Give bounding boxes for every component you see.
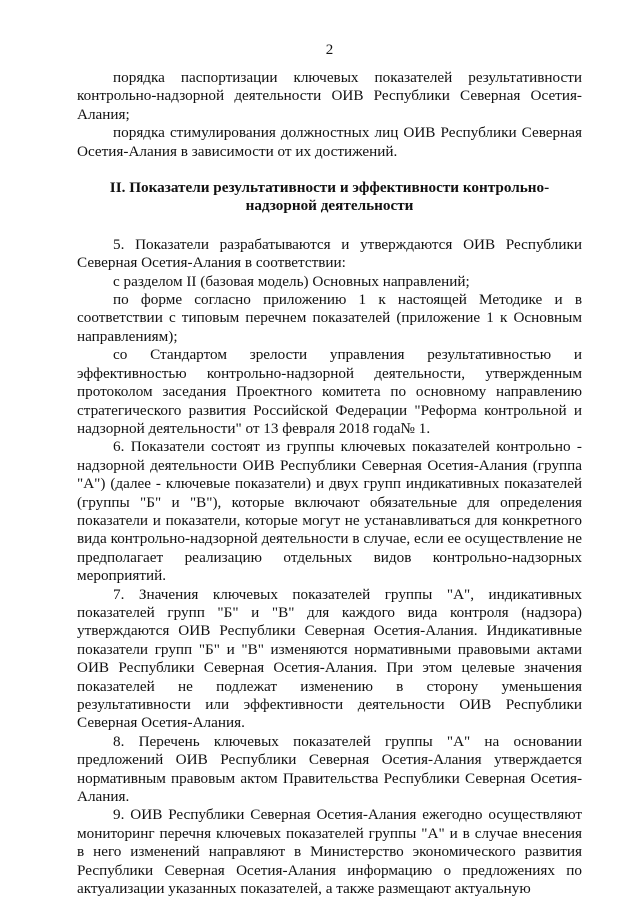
document-body [77, 69, 582, 898]
paragraph: 8. Перечень ключевых показателей группы "А" на основании предложений ОИВ Республики Северная Осетия-Алания утверждается нормативным правовым актом Правительства Республики Северная Осетия-Алания. [77, 732, 582, 806]
paragraph: 7. Значения ключевых показателей группы "А", индикативных показателей групп "Б" и "В" для каждого вида контроля (надзора) утверждаются ОИВ Республики Северная Осетия-Алания. Индикативные показатели групп "Б" и "В" изменяются нормативными правовыми актами ОИВ Республики Северная Осетия-Алания. При этом целевые значения показателей не подлежат изменению в сторону уменьшения результативности или эффективности деятельности ОИВ Республики Северная Осетия-Алания. [77, 585, 582, 732]
paragraph: 5. Показатели разрабатываются и утверждаются ОИВ Республики Северная Осетия-Алания в соответствии: [77, 235, 582, 272]
paragraph: со Стандартом зрелости управления результативностью и эффективностью контрольно-надзорной деятельности, утвержденным протоколом заседания Проектного комитета по основному направлению стратегического развития Российской Федерации "Реформа контрольной и надзорной деятельности" от 13 февраля 2018 года№ 1. [77, 346, 582, 437]
paragraph: порядка стимулирования должностных лиц ОИВ Республики Северная Осетия-Алания в зависимости от их достижений. [77, 124, 582, 160]
page-number: 2 [325, 42, 334, 58]
section-heading: II. Показатели результативности и эффективности контрольно-надзорной деятельности [109, 179, 550, 215]
paragraph: 6. Показатели состоят из группы ключевых показателей контрольно - надзорной деятельности ОИВ Республики Северная Осетия-Алания (группа "А") (далее - ключевые показатели) и двух групп индикативных показателей (группы "Б" и "В"), которые включают обязательные для определения показатели и показатели, которые могут не устанавливаться для конкретного вида контрольно-надзорной деятельности в случае, если ее осуществление не предполагает реализацию отдельных видов контрольно-надзорных мероприятий. [77, 438, 582, 585]
paragraph: 9. ОИВ Республики Северная Осетия-Алания ежегодно осуществляют мониторинг перечня ключевых показателей группы "А" и в случае внесения в него изменений направляют в Министерство экономического развития Республики Северная Осетия-Алания информацию о предложениях по актуализации указанных показателей, а также размещают актуальную [77, 806, 582, 898]
paragraph: с разделом II (базовая модель) Основных направлений; [113, 272, 470, 290]
paragraph: порядка паспортизации ключевых показателей результативности контрольно-надзорной деятельности ОИВ Республики Северная Осетия-Алания; [77, 69, 582, 123]
paragraph: по форме согласно приложению 1 к настоящей Методике и в соответствии с типовым перечнем показателей (приложение 1 к Основным направлениям); [77, 291, 582, 345]
